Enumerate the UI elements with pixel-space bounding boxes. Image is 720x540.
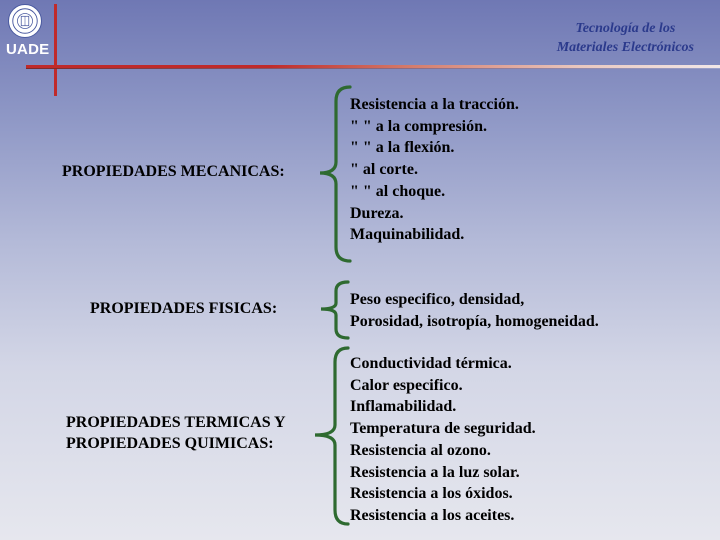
list-item: " " a la compresión. <box>350 117 488 135</box>
list-item: Resistencia a la luz solar. <box>350 463 520 481</box>
header-vertical-rule <box>54 4 57 96</box>
list-item: Conductividad térmica. <box>350 355 512 372</box>
header-rule-shadow <box>26 68 720 69</box>
list-item: Porosidad, isotropía, homogeneidad. <box>350 312 599 330</box>
logo-text: UADE <box>6 41 50 58</box>
list-item: Temperatura de seguridad. <box>350 420 536 438</box>
brace-fisicas-icon <box>316 279 352 341</box>
list-item: Calor especifico. <box>350 376 463 394</box>
university-seal-icon <box>8 4 42 38</box>
section-label-line1: PROPIEDADES TERMICAS Y <box>66 414 286 431</box>
list-fisicas <box>350 289 599 332</box>
list-item: Resistencia a los óxidos. <box>350 485 513 503</box>
uade-logo <box>6 4 50 62</box>
course-title-line2: Materiales Electrónicos <box>556 40 694 55</box>
list-item: " " a la flexión. <box>350 139 455 157</box>
list-item: Resistencia a la tracción. <box>350 96 519 113</box>
list-item: Maquinabilidad. <box>350 226 465 244</box>
list-item: " " al choque. <box>350 182 446 200</box>
list-termicas-quimicas <box>350 353 536 527</box>
brace-mecanicas-icon <box>314 84 354 264</box>
list-item: Inflamabilidad. <box>350 398 457 416</box>
section-label-line2: PROPIEDADES QUIMICAS: <box>66 435 274 452</box>
list-item: " al corte. <box>350 161 418 179</box>
course-title-line1: Tecnología de los <box>575 21 676 36</box>
brace-termicas-icon <box>308 345 352 529</box>
section-label-termicas-quimicas <box>66 412 286 454</box>
section-label-mecanicas: PROPIEDADES MECANICAS: <box>62 163 285 180</box>
list-item: Resistencia a los aceites. <box>350 506 515 524</box>
list-item: Peso especifico, densidad, <box>350 291 525 308</box>
section-label-fisicas: PROPIEDADES FISICAS: <box>90 300 278 317</box>
course-title <box>557 19 694 57</box>
list-mecanicas <box>350 94 519 246</box>
list-item: Resistencia al ozono. <box>350 441 491 459</box>
list-item: Dureza. <box>350 204 404 222</box>
